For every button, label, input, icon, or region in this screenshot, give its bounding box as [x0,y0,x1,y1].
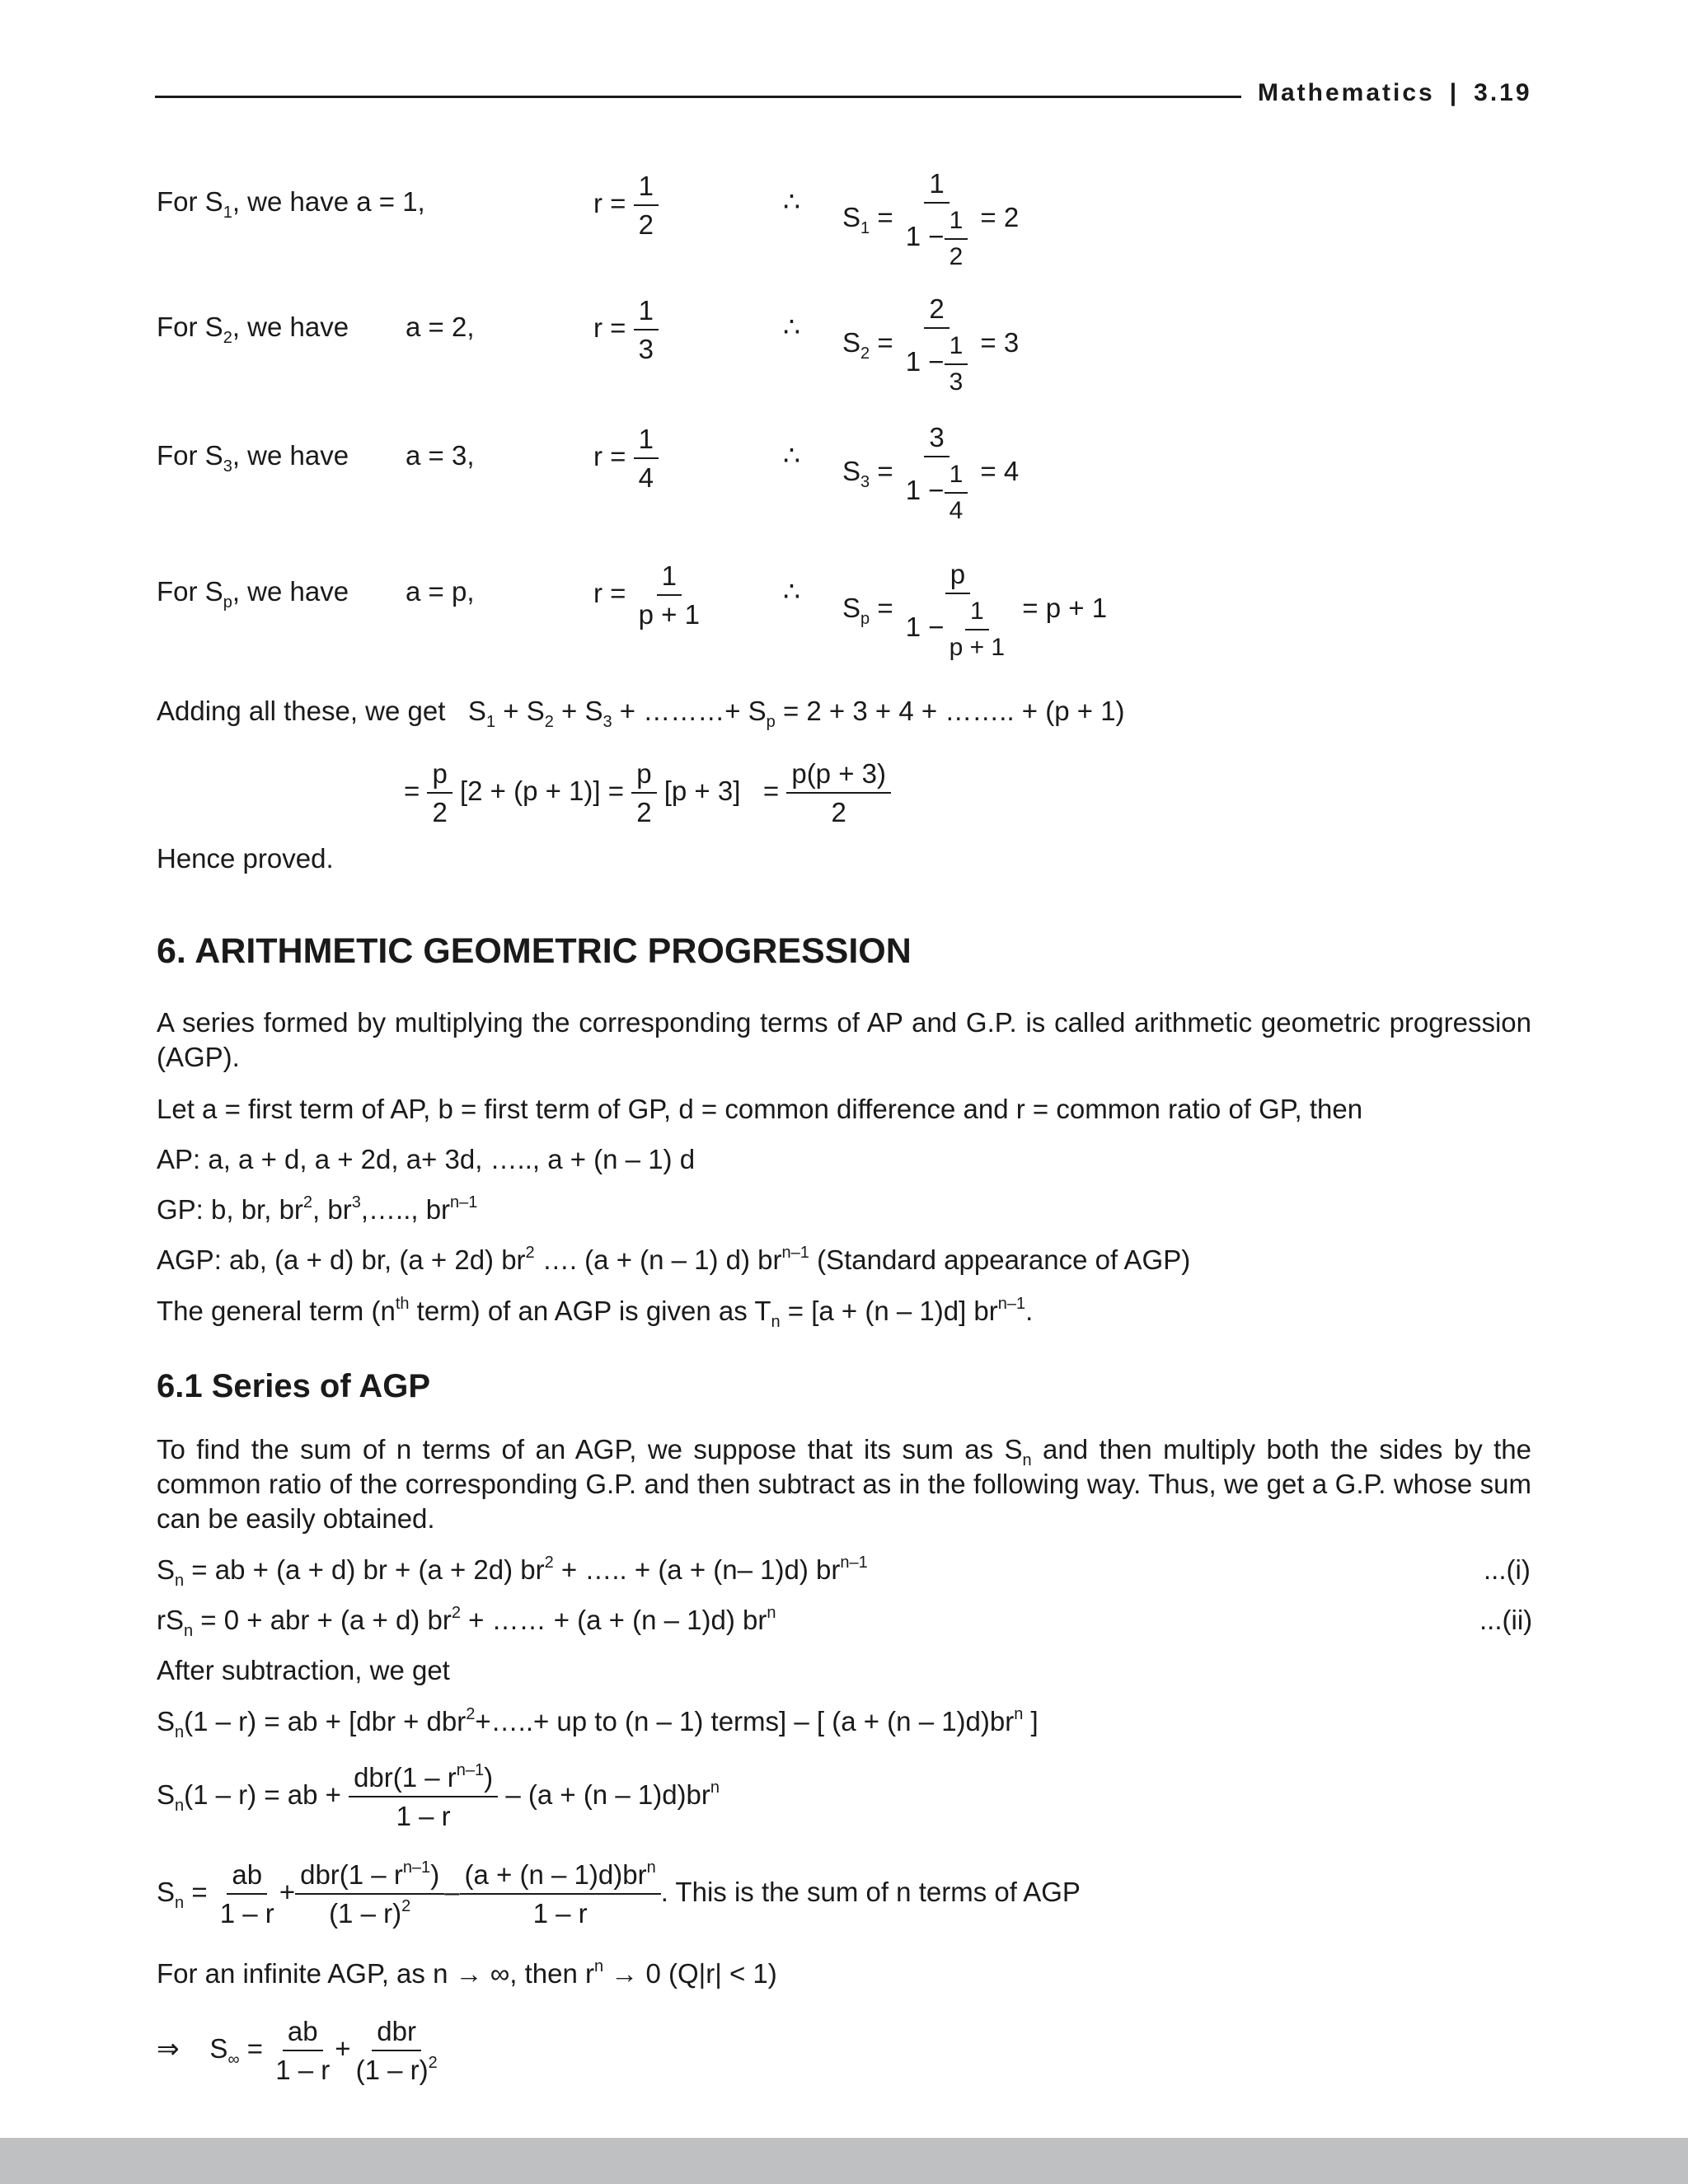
adding-line: Adding all these, we get $S_1 + S_2 + S_3$ + ………+ $S_p = 2 + 3 + 4$ + …….. + (p + 1) [157,696,1125,731]
section-6-definitions: Let a = first term of AP, b = first term of GP, d = common difference and r = common ratio of GP, then [157,1094,1363,1124]
section-6-1-intro: To find the sum of n terms of an AGP, we suppose that its sum as $S_n$ and then multiply both the sides by the common ratio of the corresponding G.P. and then subtract as in the following way. Thus, we get a G.P. whose sum can be easily obtained. [157,1434,1531,1534]
ap-sequence: AP: a, a + d, a + 2d, a+ 3d, ….., a + (n – 1) d [157,1144,696,1174]
s1-sum: $S_1$ = 1 1 − $\frac{1}{2}$ = 2 [842,168,1020,270]
s2-a-value: a = 2, [406,312,475,342]
subtraction-result: $S_n(1 - r)$ = ab + [dbr + dbr$^2$+…..+ up to (n – 1) terms] – [ $(a + (n - 1)d)br^n$ ] [157,1705,1039,1741]
s1-label: For $S_1$, we have a = 1, [157,186,425,222]
s1-ratio: r = $\frac{1}{2}$ [593,169,659,242]
agp-sequence: AGP: ab, (a + d) br, (a + 2d) $br^2$ …. (a + (n – 1) d) $br^{n-1}$ (Standard appearance of AGP) [157,1244,1191,1275]
gp-sequence: GP: b, br, $br^2$, $br^3,\dots$.., $br^{n-1}$ [157,1193,478,1225]
running-header [1258,79,1532,107]
section-6-intro: A series formed by multiplying the corresponding terms of AP and G.P. is called arithmetic geometric progression (AGP). [157,1007,1531,1072]
s2-label: For $S_2$, we have [157,312,349,347]
s2-sum: $S_2$ = 2 1 − $\frac{1}{3}$ = 3 [842,293,1020,396]
section-6-heading: 6. ARITHMETIC GEOMETRIC PROGRESSION [157,931,912,971]
s2-ratio: r = $\frac{1}{3}$ [593,293,659,367]
s3-a-value: a = 3, [406,440,475,471]
sp-ratio: r = $\frac{1}{p + 1}$ [593,560,700,630]
s3-sum: $S_3$ = 3 1 − $\frac{1}{4}$ = 4 [842,422,1020,524]
agp-general-term: The general term ($n^{th}$ term) of an AGP is given as $T_n = [a + (n - 1)d]$ $br^{n-1}$. [157,1295,1034,1331]
hence-proved: Hence proved. [157,843,334,874]
sn-formula: $S_n$ = $\frac{ab}{1 - r}$ + $\frac{dbr(1 - r^{n-1})}{(1 - r)^2}$ – $\frac{(a + (n - 1)d)br^n}{1 - r}$ . This is the sum of n terms of AGP [157,1858,1081,1929]
header-separator: | [1449,79,1460,106]
equation-i-tag: ...(i) [1484,1554,1531,1585]
sum-derivation: = $\frac{p}{2}$ [2 + (p + 1)] = $\frac{p}{2}$ [p + 3] = $\frac{p(p + 3)}{2}$ [404,757,891,830]
sp-therefore: ∴ [783,576,800,607]
header-subject: Mathematics [1258,79,1435,106]
after-subtraction: After subtraction, we get [157,1655,450,1685]
sp-a-value: a = p, [406,576,475,607]
sp-sum: $S_p$ = p 1 − $\frac{1}{p + 1}$ = p + 1 [842,559,1108,661]
equation-ii: $rS_n = 0$ + abr + (a + d) $br^2$ + …… + (a + (n – 1)d) $br^n$ [157,1604,776,1640]
s2-therefore: ∴ [783,312,800,342]
footer-band [0,2138,1688,2184]
header-page-number: 3.19 [1474,79,1532,106]
infinite-agp-condition: For an infinite AGP, as n → ∞, then $r^n \to 0$ (Q|r| < 1) [157,1957,777,1989]
s3-ratio: r = $\frac{1}{4}$ [593,422,659,495]
s3-label: For $S_3$, we have [157,440,349,476]
s3-therefore: ∴ [783,440,800,471]
header-rule [155,96,1241,98]
equation-ii-tag: ...(ii) [1479,1605,1533,1635]
gp-sum-substitution: $S_n(1 - r)$ = ab + $\frac{dbr(1 - r^{n-1})}{1 - r}$ – $(a + (n - 1)d)br^n$ [157,1761,720,1832]
equation-i: $S_n$ = ab + (a + d) br + (a + 2d) $br^2$ + ….. + (a + (n– 1)d) $br^{n-1}$ [157,1554,868,1590]
s-infinity-formula: ⇒ $S_\infty$ = $\frac{ab}{1 - r}$ + $\frac{\text{dbr}}{(1 - r)^2}$ [157,2016,438,2086]
section-6-1-heading: 6.1 Series of AGP [157,1368,430,1404]
sp-label: For $S_p$, we have [157,576,349,612]
s1-therefore: ∴ [783,186,800,217]
